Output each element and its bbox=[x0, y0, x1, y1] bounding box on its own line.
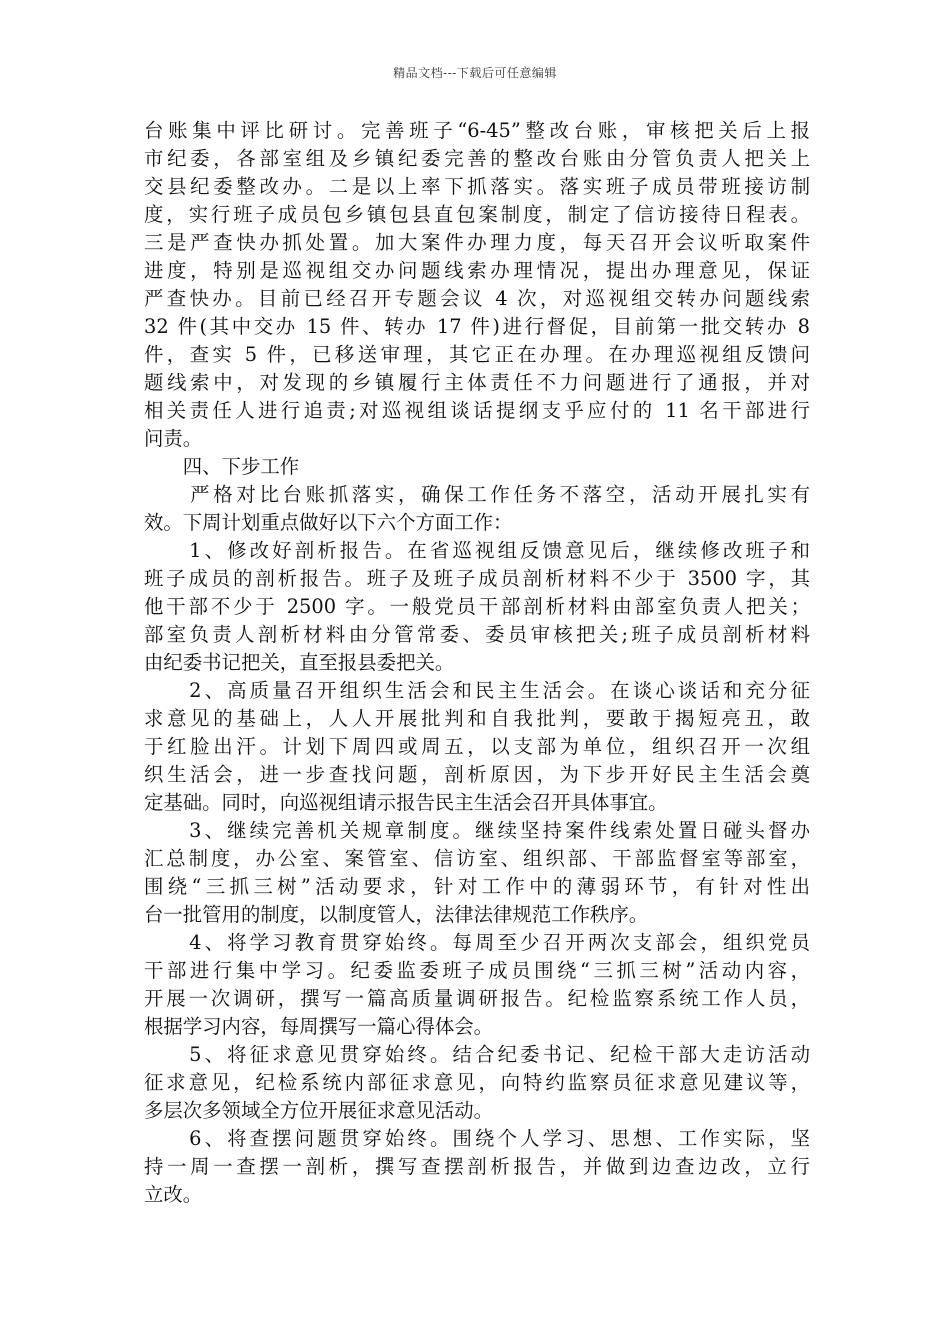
text-line: 交县纪委整改办。二是以上率下抓落实。落实班子成员带班接访制 bbox=[144, 175, 810, 198]
text-line: 定基础。同时，向巡视组请示报告民主生活会召开具体事宜。 bbox=[144, 791, 668, 814]
text-line: 效。下周计划重点做好以下六个方面工作： bbox=[144, 511, 513, 534]
text-line: 根据学习内容，每周撰写一篇心得体会。 bbox=[144, 1015, 494, 1038]
text-line: 围绕“三抓三树”活动要求，针对工作中的薄弱环节，有针对性出 bbox=[144, 875, 810, 898]
text-line: 相关责任人进行追责;对巡视组谈话提纲支乎应付的 11 名干部进行 bbox=[144, 399, 810, 422]
text-line: 严查快办。目前已经召开专题会议 4 次，对巡视组交转办问题线索 bbox=[144, 287, 810, 310]
text-line: 4、将学习教育贯穿始终。每周至少召开两次支部会，组织党员 bbox=[144, 931, 810, 954]
text-line: 多层次多领域全方位开展征求意见活动。 bbox=[144, 1099, 494, 1122]
text-line: 征求意见，纪检系统内部征求意见，向特约监察员征求意见建议等， bbox=[144, 1071, 810, 1094]
text-line: 市纪委，各部室组及乡镇纪委完善的整改台账由分管负责人把关上 bbox=[144, 147, 810, 170]
text-line: 持一周一查摆一剖析，撰写查摆剖析报告，并做到边查边改，立行 bbox=[144, 1155, 810, 1178]
text-line: 6、将查摆问题贯穿始终。围绕个人学习、思想、工作实际，坚 bbox=[144, 1127, 810, 1150]
text-line: 进度，特别是巡视组交办问题线索办理情况，提出办理意见，保证 bbox=[144, 259, 810, 282]
text-line: 题线索中，对发现的乡镇履行主体责任不力问题进行了通报，并对 bbox=[144, 371, 810, 394]
text-line: 32 件(其中交办 15 件、转办 17 件)进行督促，目前第一批交转办 8 bbox=[144, 315, 810, 338]
document-body bbox=[144, 117, 810, 1209]
text-line: 件，查实 5 件，已移送审理，其它正在办理。在办理巡视组反馈问 bbox=[144, 343, 810, 366]
text-line: 由纪委书记把关，直至报县委把关。 bbox=[144, 651, 455, 674]
text-line: 5、将征求意见贯穿始终。结合纪委书记、纪检干部大走访活动 bbox=[144, 1043, 810, 1066]
text-line: 3、继续完善机关规章制度。继续坚持案件线索处置日碰头督办 bbox=[144, 819, 810, 842]
text-line: 立改。 bbox=[144, 1183, 203, 1206]
text-line: 问责。 bbox=[144, 427, 203, 450]
text-line: 干部进行集中学习。纪委监委班子成员围绕“三抓三树”活动内容， bbox=[144, 959, 810, 982]
text-line: 于红脸出汗。计划下周四或周五，以支部为单位，组织召开一次组 bbox=[144, 735, 810, 758]
text-line: 度，实行班子成员包乡镇包县直包案制度，制定了信访接待日程表。 bbox=[144, 203, 810, 226]
text-line: 他干部不少于 2500 字。一般党员干部剖析材料由部室负责人把关； bbox=[144, 595, 810, 618]
text-line: 织生活会，进一步查找问题，剖析原因，为下步开好民主生活会奠 bbox=[144, 763, 810, 786]
page-header: 精品文档---下载后可任意编辑 bbox=[393, 66, 557, 80]
text-line: 2、高质量召开组织生活会和民主生活会。在谈心谈话和充分征 bbox=[144, 679, 810, 702]
text-line: 三是严查快办抓处置。加大案件办理力度，每天召开会议听取案件 bbox=[144, 231, 810, 254]
text-line: 1、修改好剖析报告。在省巡视组反馈意见后，继续修改班子和 bbox=[144, 539, 810, 562]
text-line: 开展一次调研，撰写一篇高质量调研报告。纪检监察系统工作人员， bbox=[144, 987, 810, 1010]
text-line: 求意见的基础上，人人开展批判和自我批判，要敢于揭短亮丑，敢 bbox=[144, 707, 810, 730]
text-line: 部室负责人剖析材料由分管常委、委员审核把关;班子成员剖析材料 bbox=[144, 623, 810, 646]
text-line: 四、下步工作 bbox=[144, 455, 300, 478]
text-line: 台一批管用的制度，以制度管人，法律法律规范工作秩序。 bbox=[144, 903, 649, 926]
text-line: 汇总制度，办公室、案管室、信访室、组织部、干部监督室等部室， bbox=[144, 847, 810, 870]
text-line: 严格对比台账抓落实，确保工作任务不落空，活动开展扎实有 bbox=[144, 483, 810, 506]
text-line: 班子成员的剖析报告。班子及班子成员剖析材料不少于 3500 字，其 bbox=[144, 567, 810, 590]
text-line: 台账集中评比研讨。完善班子“6-45”整改台账，审核把关后上报 bbox=[144, 119, 810, 142]
